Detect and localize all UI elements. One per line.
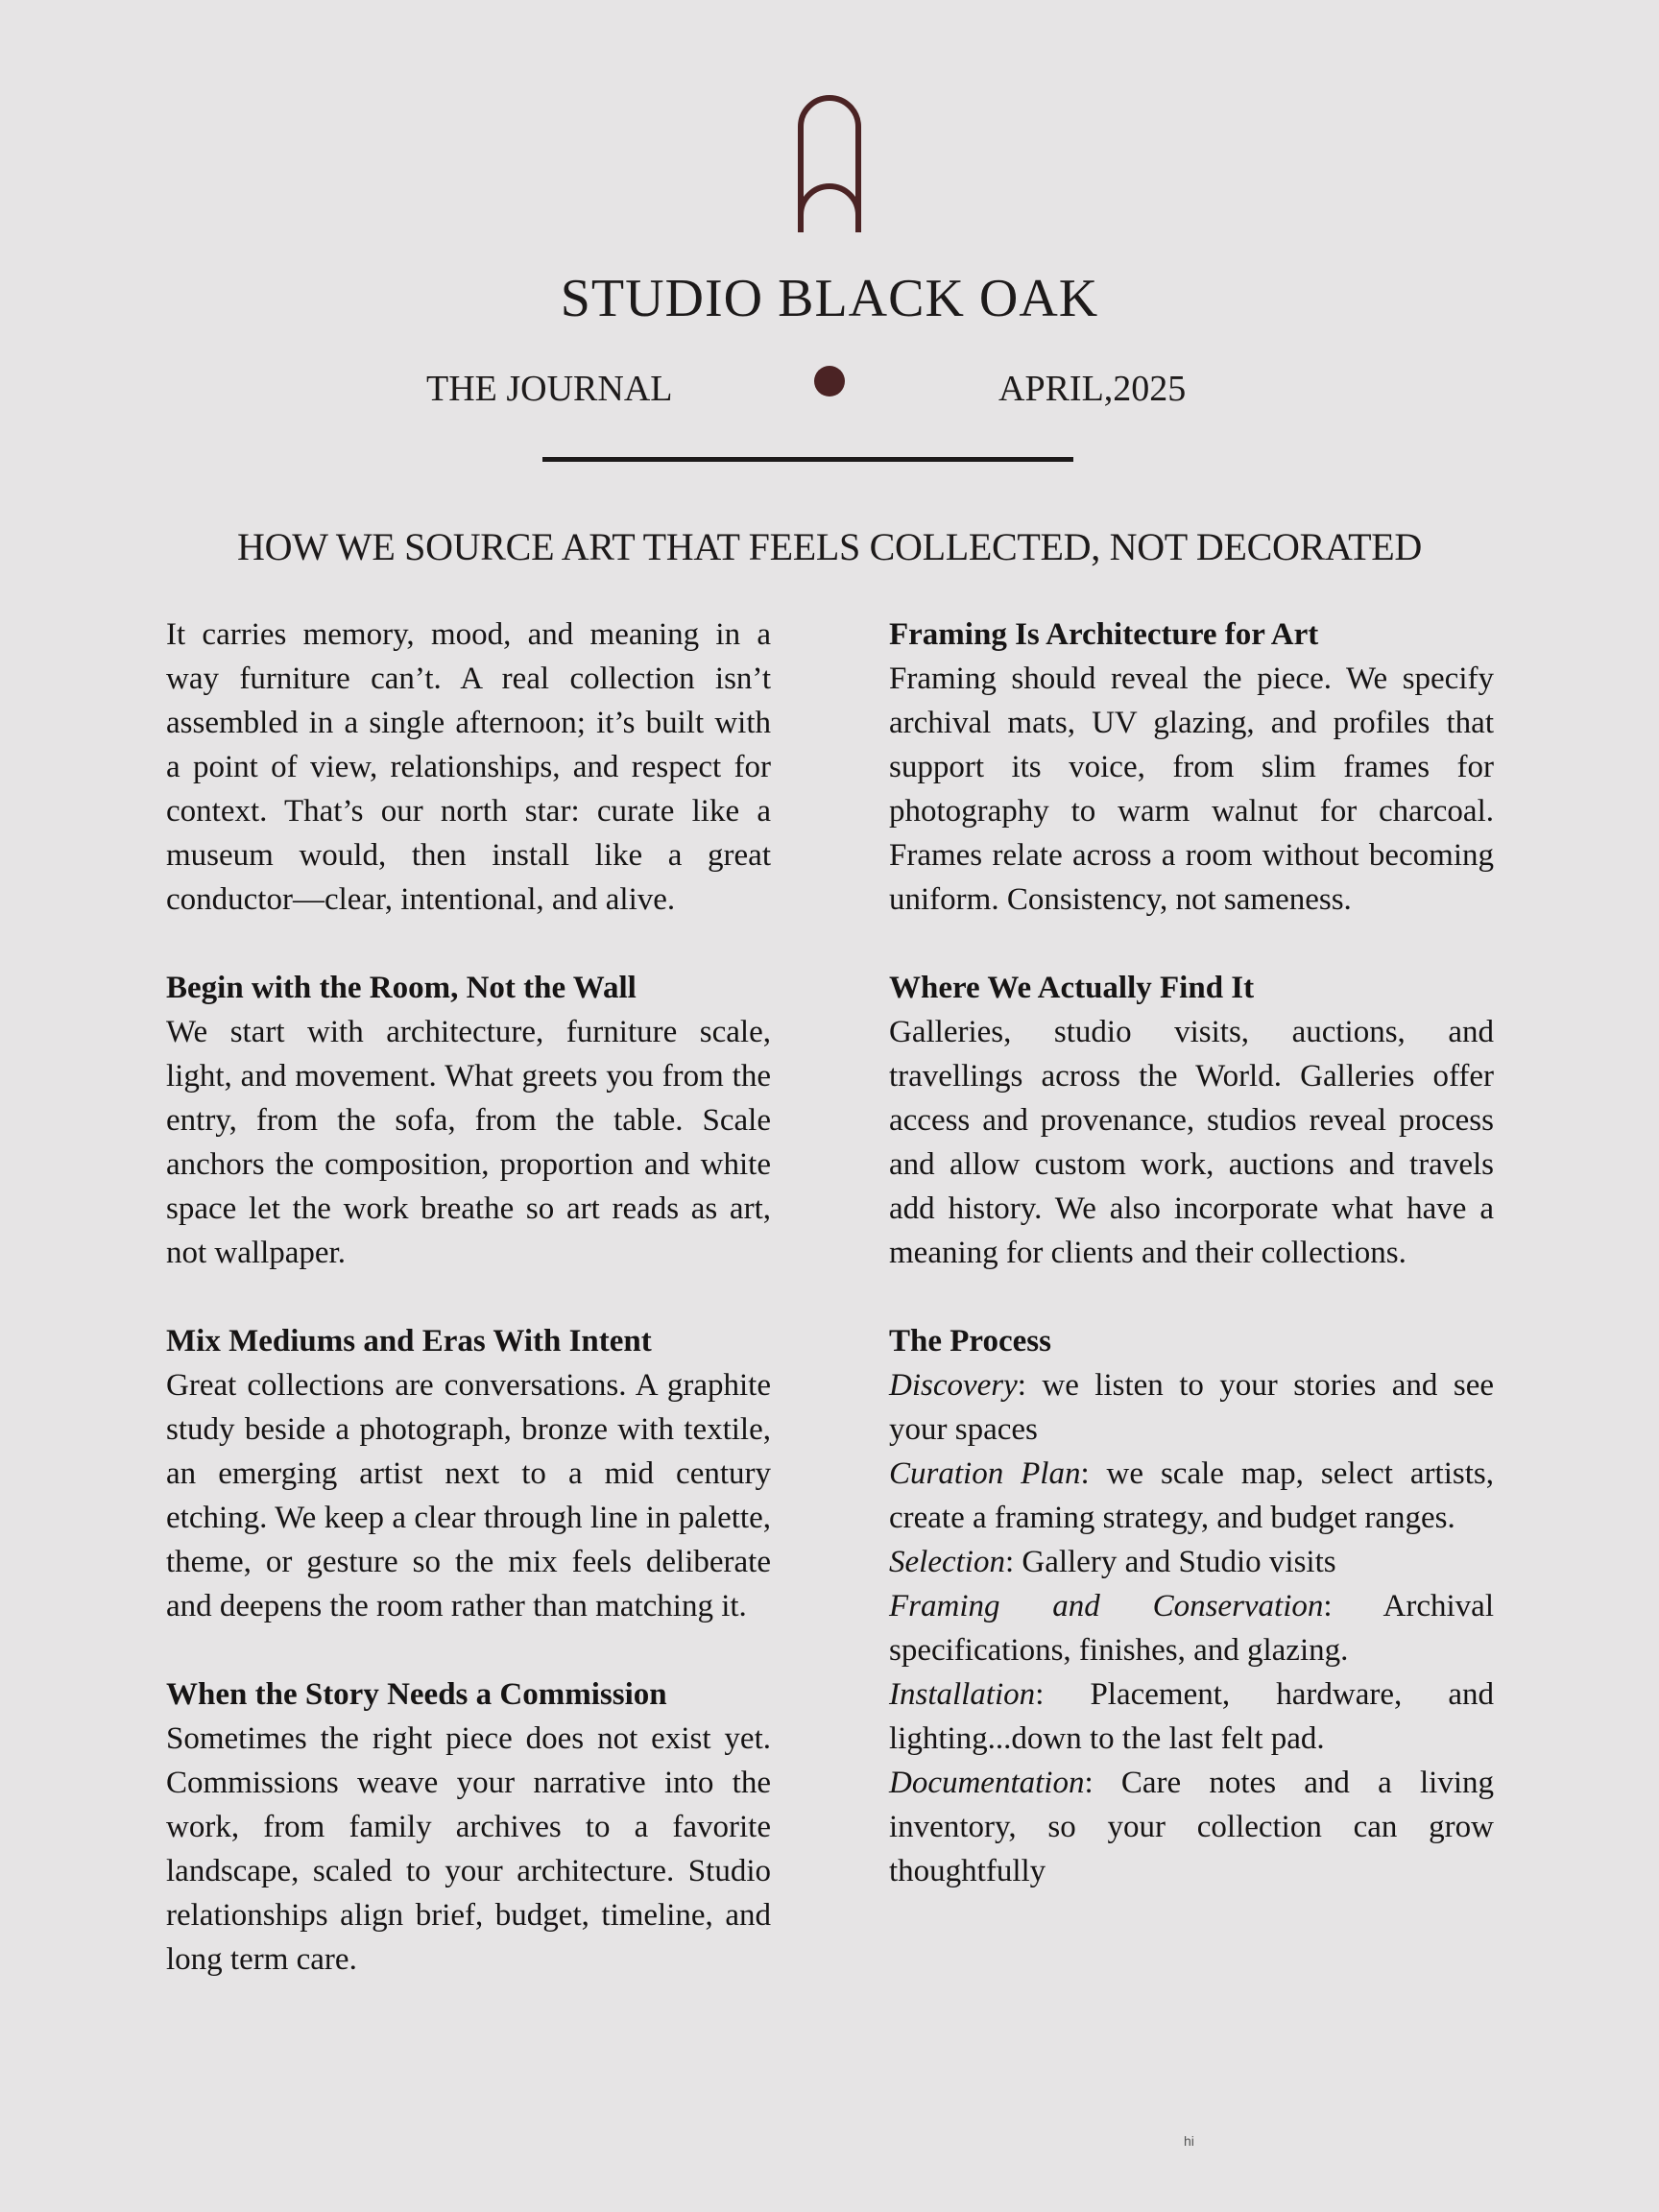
footer-mark: hi: [1184, 2133, 1194, 2149]
process-step-text: : Placement, hardware, and lighting...down to the last felt pad.: [889, 1677, 1494, 1756]
process-step: [889, 1540, 1494, 1584]
section-sourcing: [889, 966, 1494, 1275]
process-step-term: Framing and Conservation: [889, 1589, 1324, 1623]
process-step-term: Selection: [889, 1545, 1005, 1579]
process-step-term: Installation: [889, 1677, 1036, 1712]
process-step-text: : Gallery and Studio visits: [1004, 1545, 1336, 1579]
process-step-term: Curation Plan: [889, 1456, 1081, 1491]
header-divider: [542, 457, 1073, 462]
arch-logo-icon: [795, 92, 864, 236]
process-step-text: : we scale map, select artists, create a framing strategy, and budget ranges.: [889, 1456, 1494, 1535]
section-room: [166, 966, 771, 1275]
process-step-term: Documentation: [889, 1766, 1085, 1800]
section-title: Begin with the Room, Not the Wall: [166, 971, 637, 1005]
process-step-text: : Archival specifications, finishes, and glazing.: [889, 1589, 1494, 1668]
section-body: Great collections are conversations. A graphite study beside a photograph, bronze with textile, an emerging artist next to a mid century etching. We keep a clear through line in palette, theme, or gesture so the mix feels deliberate and deepens the room rather than matching it.: [166, 1368, 771, 1623]
section-body: We start with architecture, furniture scale, light, and movement. What greets you from the entry, from the sofa, from the table. Scale anchors the composition, proportion and white space let the work breathe so art reads as art, not wallpaper.: [166, 1015, 771, 1270]
accent-dot: [814, 366, 845, 397]
intro-section: [166, 613, 771, 922]
section-title: Where We Actually Find It: [889, 971, 1255, 1005]
brand-name: STUDIO BLACK OAK: [560, 269, 1099, 328]
process-step: [889, 1363, 1494, 1452]
process-step: [889, 1584, 1494, 1672]
process-step: [889, 1452, 1494, 1540]
section-body: Galleries, studio visits, auctions, and travellings across the World. Galleries offer access and provenance, studios reveal process and allow custom work, auctions and travels add history. We also incorporate what have a meaning for clients and their collections.: [889, 1015, 1494, 1270]
section-title: Mix Mediums and Eras With Intent: [166, 1324, 652, 1358]
process-step-text: : Care notes and a living inventory, so your collection can grow thoughtfully: [889, 1766, 1494, 1888]
section-mediums: [166, 1319, 771, 1628]
section-commission: [166, 1672, 771, 1982]
left-column: [166, 613, 771, 1982]
section-framing: [889, 613, 1494, 922]
section-body: Sometimes the right piece does not exist yet. Commissions weave your narrative into the work, from family archives to a favorite landscape, scaled to your architecture. Studio relationships align brief, budget, timeline, and long term care.: [166, 1721, 771, 1977]
section-title: When the Story Needs a Commission: [166, 1677, 667, 1712]
article-headline: HOW WE SOURCE ART THAT FEELS COLLECTED, NOT DECORATED: [237, 525, 1422, 568]
process-step-term: Discovery: [889, 1368, 1018, 1403]
section-title: The Process: [889, 1324, 1051, 1358]
process-step: [889, 1672, 1494, 1761]
process-step-text: : we listen to your stories and see your spaces: [889, 1368, 1494, 1447]
right-column: [889, 613, 1494, 1893]
issue-date: APRIL,2025: [998, 369, 1187, 409]
section-title: Framing Is Architecture for Art: [889, 617, 1319, 652]
section-body: Framing should reveal the piece. We specify archival mats, UV glazing, and profiles that support its voice, from slim frames for photography to warm walnut for charcoal. Frames relate across a room without becoming uniform. Consistency, not sameness.: [889, 661, 1494, 917]
section-process: [889, 1319, 1494, 1893]
journal-label: THE JOURNAL: [426, 369, 673, 409]
intro-paragraph: It carries memory, mood, and meaning in a way furniture can’t. A real collection isn’t assembled in a single afternoon; it’s built with a point of view, relationships, and respect for context. That’s our north star: curate like a museum would, then install like a great conductor—clear, intentional, and alive.: [166, 617, 771, 917]
process-step: [889, 1761, 1494, 1893]
